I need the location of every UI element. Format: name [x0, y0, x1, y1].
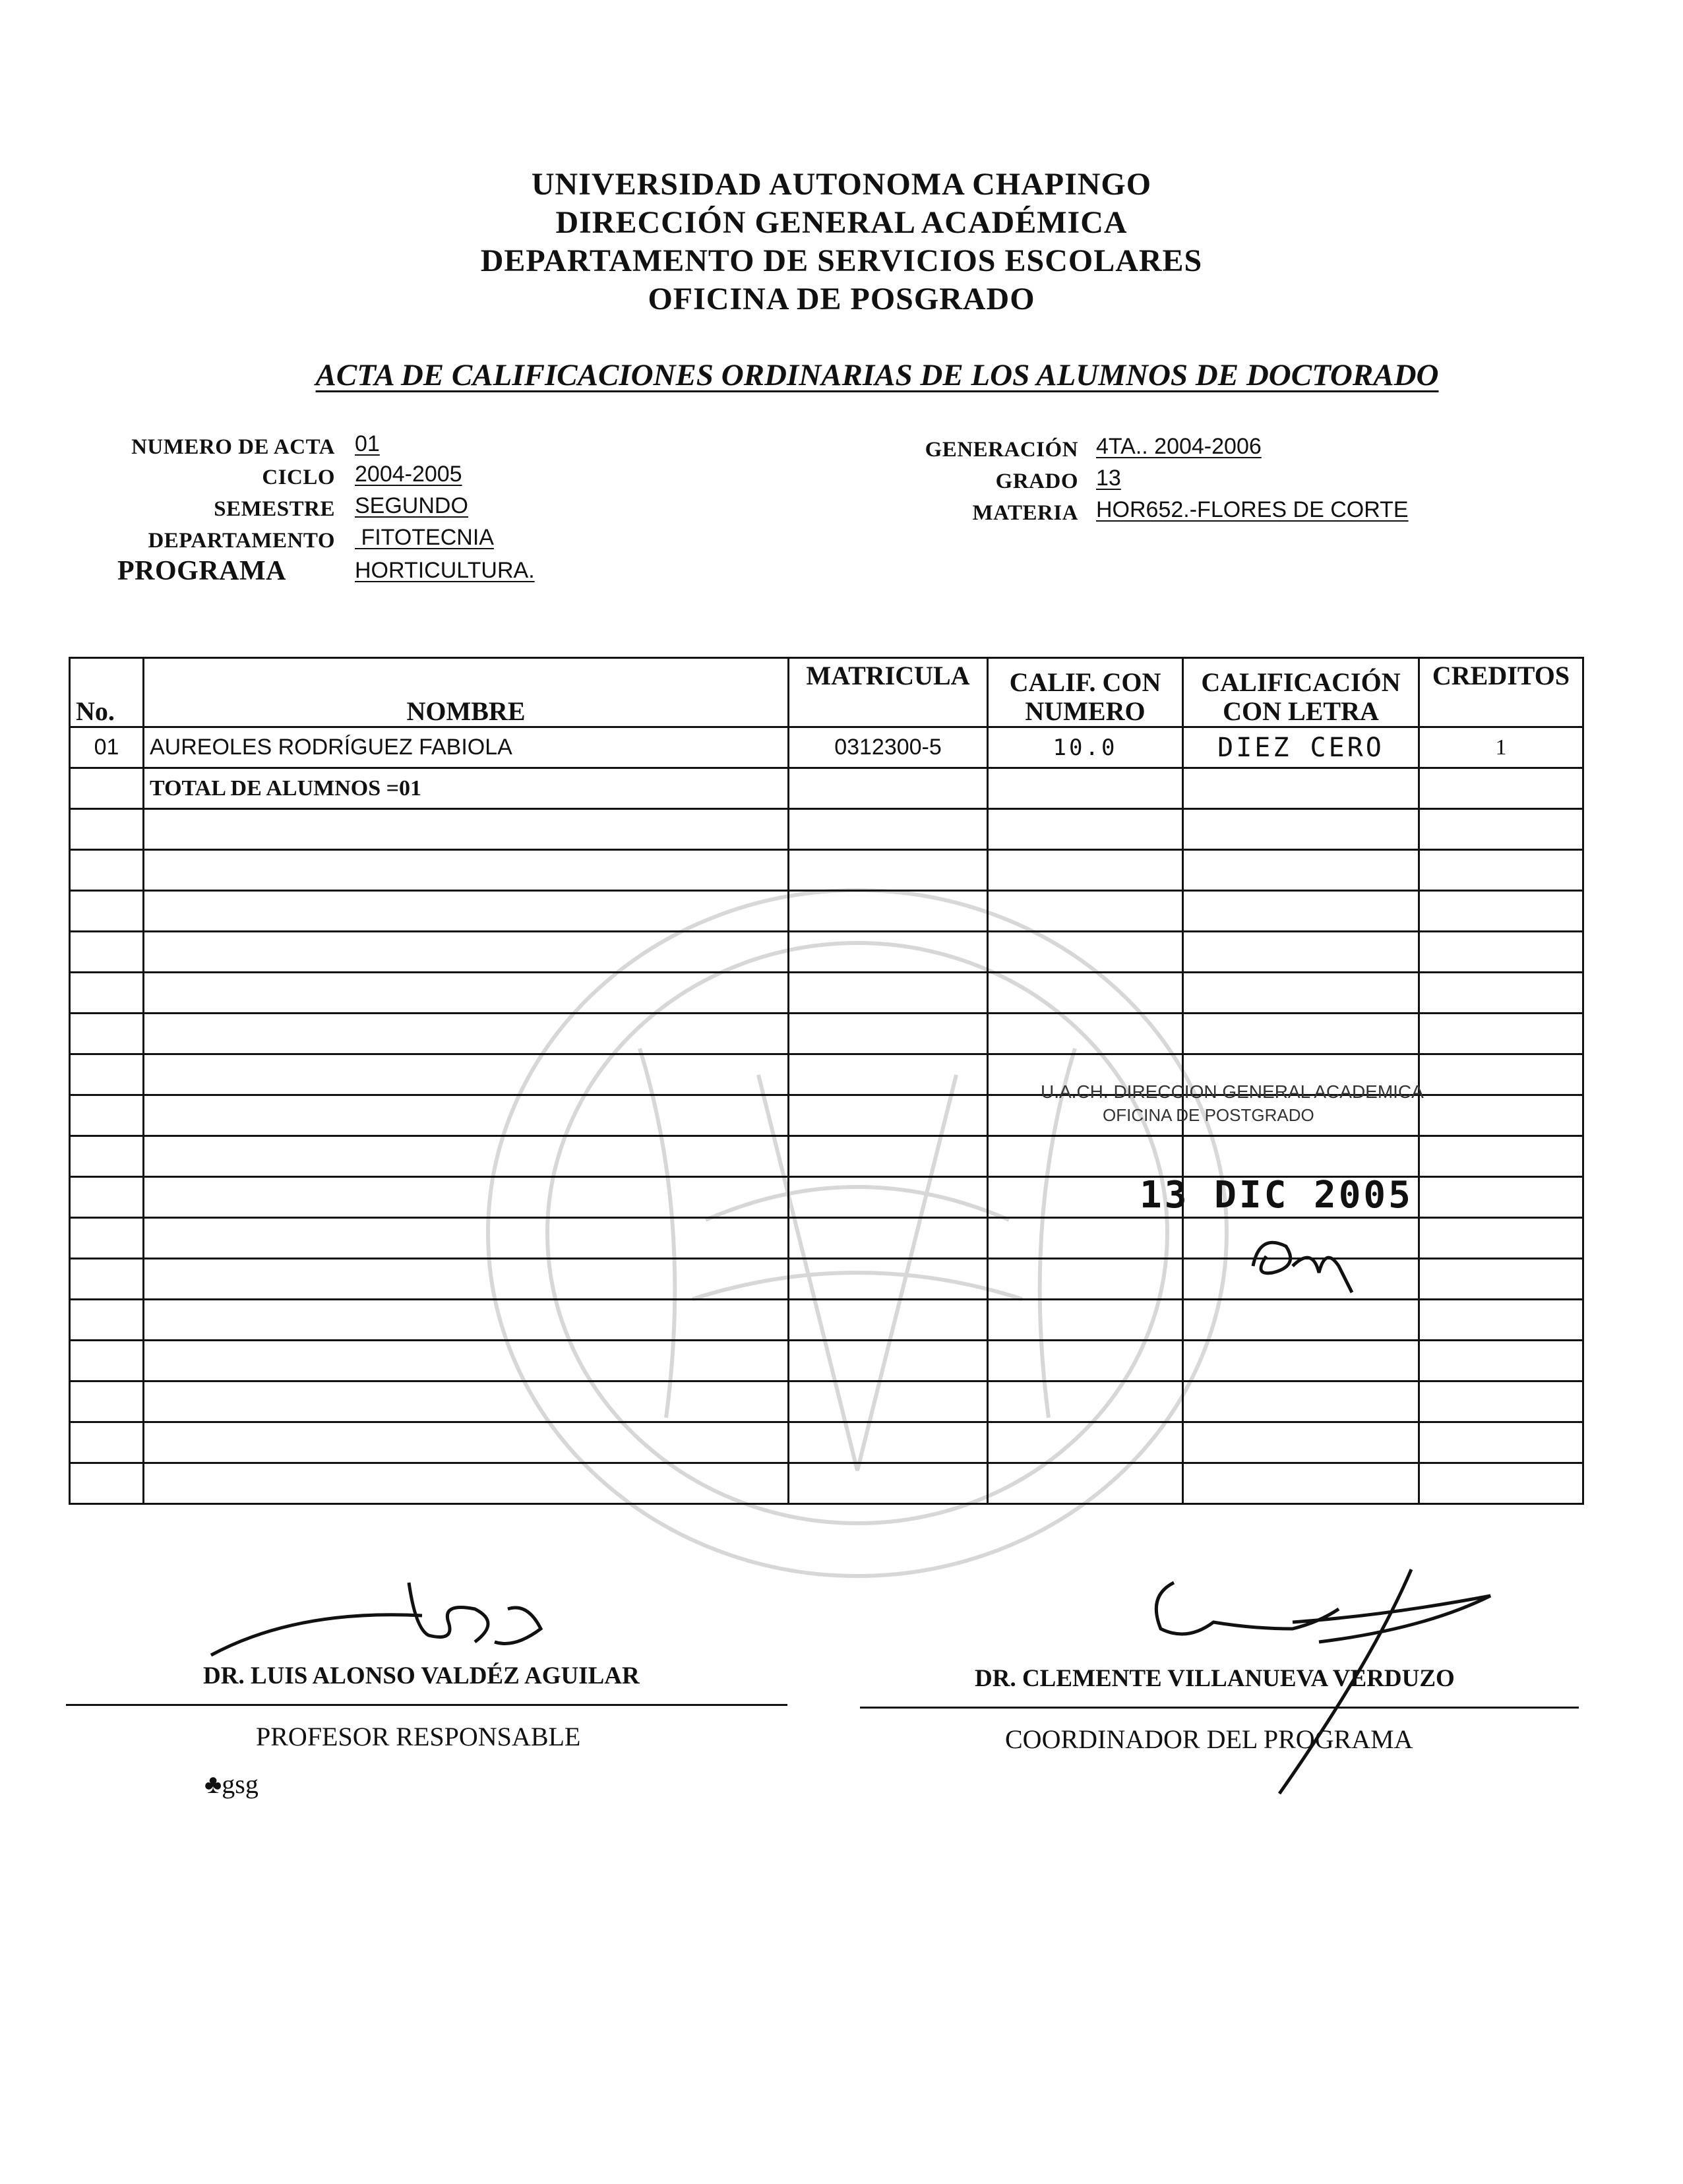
semestre-value: SEGUNDO [355, 493, 468, 518]
table-row-empty [70, 850, 1583, 891]
ciclo-value: 2004-2005 [355, 462, 462, 487]
stamp-line2: OFICINA DE POSTGRADO [1103, 1105, 1314, 1125]
semestre-label: SEMESTRE [214, 497, 335, 521]
table-row-empty [70, 1300, 1583, 1341]
ciclo-label: CICLO [262, 466, 335, 489]
col-header-calif-letra [1183, 658, 1419, 727]
table-row [70, 768, 1583, 809]
stamp-initials-scribble [1240, 1220, 1372, 1299]
col-header-nombre: NOMBRE [144, 658, 789, 727]
table-row-empty [70, 973, 1583, 1014]
left-signer-role: PROFESOR RESPONSABLE [256, 1722, 581, 1751]
grado-label: GRADO [995, 470, 1078, 493]
cell-creditos: 1 [1419, 727, 1583, 768]
materia-value: HOR652.-FLORES DE CORTE [1096, 497, 1409, 522]
table-row-empty [70, 1341, 1583, 1381]
col-header-no: No. [70, 658, 144, 727]
table-row-empty [70, 1422, 1583, 1463]
table-row-empty [70, 891, 1583, 932]
grades-table [69, 657, 1584, 1505]
cell-calif-numero: 10.0 [988, 727, 1183, 768]
departamento-value: FITOTECNIA [355, 525, 494, 550]
cell-empty [70, 768, 144, 809]
institution-name: UNIVERSIDAD AUTONOMA CHAPINGO [531, 167, 1152, 202]
typist-initials: ♣gsg [204, 1769, 259, 1799]
table-row-empty [70, 809, 1583, 850]
col-header-creditos: CREDITOS [1419, 658, 1583, 727]
cell-empty [1419, 768, 1583, 809]
right-signature-line [860, 1707, 1579, 1709]
generacion-value: 4TA.. 2004-2006 [1096, 434, 1262, 459]
col-header-calif-numero-line1: CALIF. CON [1009, 667, 1161, 697]
cell-empty [1183, 768, 1419, 809]
cell-nombre: AUREOLES RODRÍGUEZ FABIOLA [144, 727, 789, 768]
materia-label: MATERIA [972, 501, 1078, 525]
numero-acta-label: NUMERO DE ACTA [131, 435, 335, 459]
cell-empty [789, 768, 988, 809]
table-row-empty [70, 1014, 1583, 1054]
department-name: DEPARTAMENTO DE SERVICIOS ESCOLARES [480, 243, 1203, 278]
cell-total-alumnos: TOTAL DE ALUMNOS =01 [144, 768, 789, 809]
generacion-label: GENERACIÓN [925, 438, 1078, 462]
left-signature-line [66, 1704, 787, 1706]
table-row-empty [70, 1381, 1583, 1422]
table-row [70, 727, 1583, 768]
cell-empty [988, 768, 1183, 809]
office-name: OFICINA DE POSGRADO [648, 282, 1035, 317]
document-title: ACTA DE CALIFICACIONES ORDINARIAS DE LOS ALUMNOS DE DOCTORADO [315, 358, 1439, 392]
programa-label: PROGRAMA [117, 556, 286, 586]
programa-value: HORTICULTURA. [355, 558, 535, 583]
grado-value: 13 [1096, 466, 1121, 491]
col-header-matricula: MATRICULA [789, 658, 988, 727]
col-header-calif-numero-line2: NUMERO [1025, 696, 1146, 726]
col-header-calif-numero [988, 658, 1183, 727]
right-signer-name: DR. CLEMENTE VILLANUEVA VERDUZO [975, 1665, 1455, 1692]
col-header-calif-letra-line2: CON LETRA [1223, 696, 1379, 726]
cell-no: 01 [70, 727, 144, 768]
stamp-date: 13 DIC 2005 [1140, 1174, 1413, 1217]
cell-matricula: 0312300-5 [789, 727, 988, 768]
cell-calif-letra: DIEZ CERO [1183, 727, 1419, 768]
left-signer-name: DR. LUIS ALONSO VALDÉZ AGUILAR [203, 1662, 640, 1689]
table-row-empty [70, 932, 1583, 973]
left-signature-scribble [198, 1569, 607, 1668]
stamp-line1: U.A.CH. DIRECCION GENERAL ACADEMICA [1041, 1081, 1424, 1102]
direction-name: DIRECCIÓN GENERAL ACADÉMICA [555, 205, 1128, 240]
col-header-calif-letra-line1: CALIFICACIÓN [1201, 667, 1401, 697]
table-row-empty [70, 1136, 1583, 1177]
table-row-empty [70, 1463, 1583, 1504]
departamento-label: DEPARTAMENTO [148, 529, 335, 553]
numero-acta-value: 01 [355, 431, 380, 456]
right-signer-role: COORDINADOR DEL PROGRAMA [1005, 1724, 1413, 1754]
